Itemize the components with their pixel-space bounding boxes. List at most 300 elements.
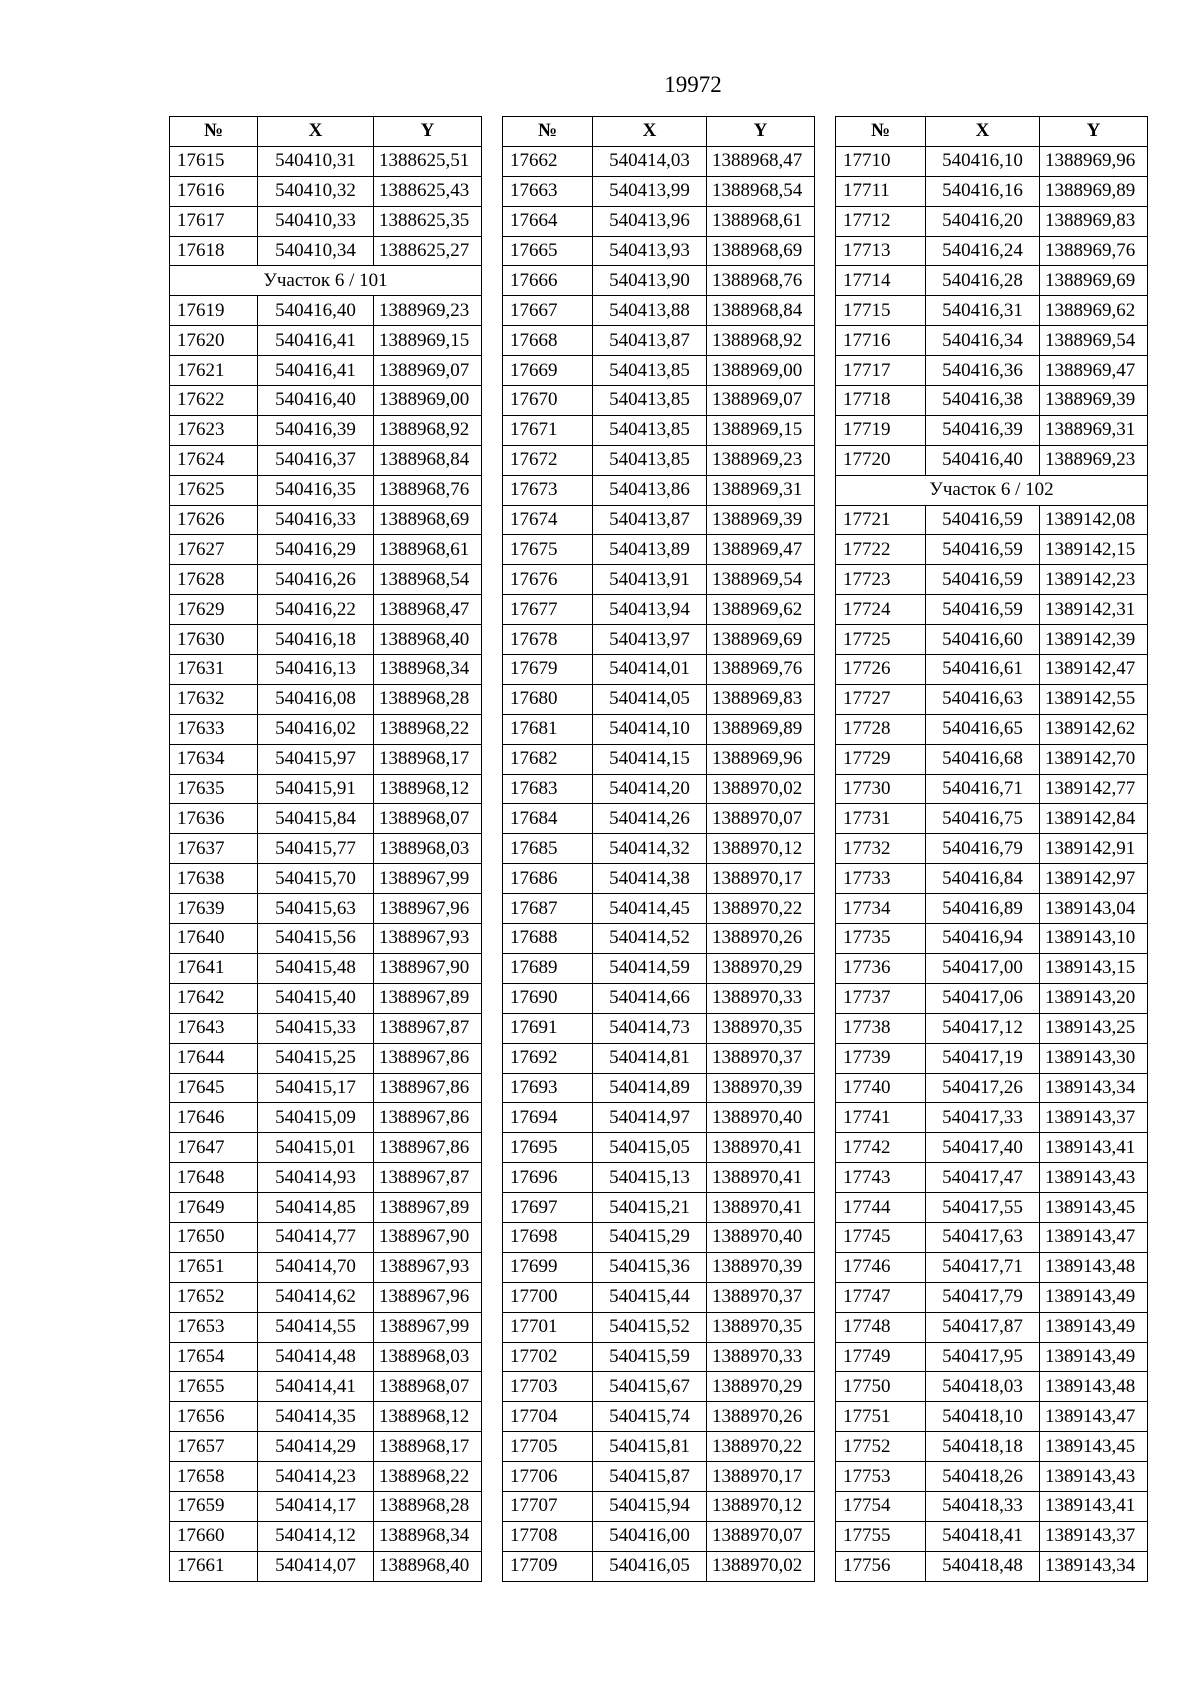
- table-row: [170, 415, 482, 445]
- table-row: [503, 326, 815, 356]
- y-coordinate: 1388970,39: [707, 1073, 815, 1103]
- point-number: 17679: [503, 655, 593, 685]
- y-coordinate: 1388969,07: [374, 356, 482, 386]
- table-row: [503, 445, 815, 475]
- point-number: 17648: [170, 1163, 258, 1193]
- x-coordinate: 540418,26: [926, 1462, 1040, 1492]
- point-number: 17707: [503, 1491, 593, 1521]
- x-coordinate: 540413,89: [593, 535, 707, 565]
- point-number: 17650: [170, 1222, 258, 1252]
- table-row: [503, 475, 815, 505]
- x-coordinate: 540415,67: [593, 1372, 707, 1402]
- y-coordinate: 1388625,43: [374, 176, 482, 206]
- table-row: [170, 1432, 482, 1462]
- x-coordinate: 540416,34: [926, 326, 1040, 356]
- point-number: 17741: [836, 1103, 926, 1133]
- x-coordinate: 540416,68: [926, 744, 1040, 774]
- x-coordinate: 540416,75: [926, 804, 1040, 834]
- y-coordinate: 1388968,61: [707, 206, 815, 236]
- point-number: 17753: [836, 1462, 926, 1492]
- x-coordinate: 540414,05: [593, 684, 707, 714]
- point-number: 17666: [503, 266, 593, 296]
- y-coordinate: 1389143,41: [1040, 1133, 1148, 1163]
- point-number: 17717: [836, 356, 926, 386]
- x-coordinate: 540416,37: [258, 445, 374, 475]
- point-number: 17733: [836, 864, 926, 894]
- table-row: [170, 1222, 482, 1252]
- y-coordinate: 1388968,34: [374, 1521, 482, 1551]
- y-coordinate: 1388970,35: [707, 1312, 815, 1342]
- x-coordinate: 540414,32: [593, 834, 707, 864]
- y-coordinate: 1388968,03: [374, 834, 482, 864]
- table-row: [170, 804, 482, 834]
- x-coordinate: 540414,81: [593, 1043, 707, 1073]
- x-coordinate: 540414,41: [258, 1372, 374, 1402]
- point-number: 17701: [503, 1312, 593, 1342]
- y-coordinate: 1388968,47: [707, 146, 815, 176]
- point-number: 17627: [170, 535, 258, 565]
- x-coordinate: 540415,44: [593, 1282, 707, 1312]
- point-number: 17626: [170, 505, 258, 535]
- point-number: 17690: [503, 983, 593, 1013]
- y-coordinate: 1388967,99: [374, 1312, 482, 1342]
- point-number: 17675: [503, 535, 593, 565]
- y-coordinate: 1388970,29: [707, 1372, 815, 1402]
- y-coordinate: 1389142,23: [1040, 565, 1148, 595]
- point-number: 17686: [503, 864, 593, 894]
- y-coordinate: 1389143,49: [1040, 1282, 1148, 1312]
- x-coordinate: 540416,63: [926, 684, 1040, 714]
- y-coordinate: 1389143,41: [1040, 1491, 1148, 1521]
- point-number: 17728: [836, 714, 926, 744]
- point-number: 17740: [836, 1073, 926, 1103]
- table-row: [170, 1252, 482, 1282]
- point-number: 17624: [170, 445, 258, 475]
- x-coordinate: 540415,97: [258, 744, 374, 774]
- x-coordinate: 540416,29: [258, 535, 374, 565]
- table-row: [836, 595, 1148, 625]
- table-row: [836, 1491, 1148, 1521]
- table-row: [503, 1521, 815, 1551]
- y-coordinate: 1389143,45: [1040, 1432, 1148, 1462]
- table-row: [170, 1193, 482, 1223]
- y-coordinate: 1388968,22: [374, 1462, 482, 1492]
- point-number: 17702: [503, 1342, 593, 1372]
- table-row: [836, 505, 1148, 535]
- point-number: 17629: [170, 595, 258, 625]
- table-row: [170, 1491, 482, 1521]
- x-coordinate: 540416,05: [593, 1551, 707, 1581]
- point-number: 17739: [836, 1043, 926, 1073]
- y-coordinate: 1388970,33: [707, 1342, 815, 1372]
- x-coordinate: 540414,93: [258, 1163, 374, 1193]
- table-row: [170, 146, 482, 176]
- point-number: 17698: [503, 1222, 593, 1252]
- point-number: 17670: [503, 386, 593, 416]
- x-coordinate: 540416,36: [926, 356, 1040, 386]
- table-row: [170, 356, 482, 386]
- point-number: 17644: [170, 1043, 258, 1073]
- x-coordinate: 540414,26: [593, 804, 707, 834]
- point-number: 17630: [170, 625, 258, 655]
- point-number: 17665: [503, 236, 593, 266]
- x-coordinate: 540414,66: [593, 983, 707, 1013]
- x-coordinate: 540417,40: [926, 1133, 1040, 1163]
- table-row: [836, 983, 1148, 1013]
- point-number: 17730: [836, 774, 926, 804]
- y-coordinate: 1389142,15: [1040, 535, 1148, 565]
- x-coordinate: 540416,79: [926, 834, 1040, 864]
- x-coordinate: 540417,06: [926, 983, 1040, 1013]
- y-coordinate: 1388969,83: [707, 684, 815, 714]
- y-coordinate: 1388970,02: [707, 774, 815, 804]
- x-coordinate: 540413,99: [593, 176, 707, 206]
- point-number: 17661: [170, 1551, 258, 1581]
- y-coordinate: 1388968,54: [374, 565, 482, 595]
- y-coordinate: 1388968,17: [374, 1432, 482, 1462]
- table-row: [170, 475, 482, 505]
- x-coordinate: 540417,47: [926, 1163, 1040, 1193]
- x-coordinate: 540415,25: [258, 1043, 374, 1073]
- x-coordinate: 540414,03: [593, 146, 707, 176]
- table-row: [170, 1462, 482, 1492]
- table-row: [170, 924, 482, 954]
- table-row: [503, 953, 815, 983]
- x-coordinate: 540418,03: [926, 1372, 1040, 1402]
- table-row: [836, 1013, 1148, 1043]
- x-coordinate: 540416,65: [926, 714, 1040, 744]
- x-coordinate: 540414,48: [258, 1342, 374, 1372]
- x-coordinate: 540417,63: [926, 1222, 1040, 1252]
- x-coordinate: 540415,21: [593, 1193, 707, 1223]
- point-number: 17736: [836, 953, 926, 983]
- table-row: [170, 1013, 482, 1043]
- table-row: [836, 1372, 1148, 1402]
- y-coordinate: 1389143,34: [1040, 1073, 1148, 1103]
- table-row: [170, 206, 482, 236]
- y-coordinate: 1388968,69: [374, 505, 482, 535]
- y-coordinate: 1389143,10: [1040, 924, 1148, 954]
- x-coordinate: 540416,59: [926, 595, 1040, 625]
- x-coordinate: 540415,48: [258, 953, 374, 983]
- x-coordinate: 540414,17: [258, 1491, 374, 1521]
- point-number: 17660: [170, 1521, 258, 1551]
- y-coordinate: 1388969,39: [1040, 386, 1148, 416]
- point-number: 17682: [503, 744, 593, 774]
- table-row: [503, 864, 815, 894]
- table-row: [836, 1342, 1148, 1372]
- x-coordinate: 540414,45: [593, 894, 707, 924]
- point-number: 17620: [170, 326, 258, 356]
- section-title: Участок 6 / 102: [836, 475, 1148, 505]
- point-number: 17712: [836, 206, 926, 236]
- y-coordinate: 1389143,47: [1040, 1222, 1148, 1252]
- point-number: 17752: [836, 1432, 926, 1462]
- point-number: 17704: [503, 1402, 593, 1432]
- table-row: [503, 655, 815, 685]
- point-number: 17729: [836, 744, 926, 774]
- x-coordinate: 540415,17: [258, 1073, 374, 1103]
- y-coordinate: 1388967,93: [374, 1252, 482, 1282]
- y-coordinate: 1388967,89: [374, 1193, 482, 1223]
- point-number: 17668: [503, 326, 593, 356]
- point-number: 17754: [836, 1491, 926, 1521]
- y-coordinate: 1388970,26: [707, 1402, 815, 1432]
- point-number: 17632: [170, 684, 258, 714]
- point-number: 17688: [503, 924, 593, 954]
- x-coordinate: 540416,59: [926, 535, 1040, 565]
- point-number: 17674: [503, 505, 593, 535]
- point-number: 17715: [836, 296, 926, 326]
- point-number: 17631: [170, 655, 258, 685]
- x-coordinate: 540414,10: [593, 714, 707, 744]
- table-row: [836, 894, 1148, 924]
- y-coordinate: 1389143,30: [1040, 1043, 1148, 1073]
- x-coordinate: 540415,05: [593, 1133, 707, 1163]
- x-coordinate: 540417,55: [926, 1193, 1040, 1223]
- point-number: 17691: [503, 1013, 593, 1043]
- x-coordinate: 540416,26: [258, 565, 374, 595]
- point-number: 17699: [503, 1252, 593, 1282]
- point-number: 17635: [170, 774, 258, 804]
- x-coordinate: 540416,18: [258, 625, 374, 655]
- y-coordinate: 1388969,00: [374, 386, 482, 416]
- x-coordinate: 540416,24: [926, 236, 1040, 266]
- x-coordinate: 540416,16: [926, 176, 1040, 206]
- x-coordinate: 540416,08: [258, 684, 374, 714]
- table-row: [503, 505, 815, 535]
- header-x: X: [593, 117, 707, 147]
- y-coordinate: 1389143,47: [1040, 1402, 1148, 1432]
- table-row: [836, 1312, 1148, 1342]
- x-coordinate: 540417,71: [926, 1252, 1040, 1282]
- x-coordinate: 540418,18: [926, 1432, 1040, 1462]
- y-coordinate: 1388969,31: [1040, 415, 1148, 445]
- y-coordinate: 1388969,62: [707, 595, 815, 625]
- y-coordinate: 1389142,77: [1040, 774, 1148, 804]
- y-coordinate: 1388968,54: [707, 176, 815, 206]
- y-coordinate: 1389143,37: [1040, 1103, 1148, 1133]
- y-coordinate: 1388969,23: [1040, 445, 1148, 475]
- x-coordinate: 540415,84: [258, 804, 374, 834]
- point-number: 17726: [836, 655, 926, 685]
- point-number: 17642: [170, 983, 258, 1013]
- x-coordinate: 540416,13: [258, 655, 374, 685]
- point-number: 17655: [170, 1372, 258, 1402]
- y-coordinate: 1389142,97: [1040, 864, 1148, 894]
- x-coordinate: 540414,15: [593, 744, 707, 774]
- point-number: 17709: [503, 1551, 593, 1581]
- y-coordinate: 1388968,07: [374, 804, 482, 834]
- table-row: [170, 595, 482, 625]
- point-number: 17756: [836, 1551, 926, 1581]
- point-number: 17755: [836, 1521, 926, 1551]
- table-row: [170, 1043, 482, 1073]
- x-coordinate: 540413,88: [593, 296, 707, 326]
- point-number: 17681: [503, 714, 593, 744]
- x-coordinate: 540413,85: [593, 415, 707, 445]
- table-row: [836, 1103, 1148, 1133]
- table-row: [836, 1252, 1148, 1282]
- point-number: 17705: [503, 1432, 593, 1462]
- x-coordinate: 540414,70: [258, 1252, 374, 1282]
- x-coordinate: 540416,33: [258, 505, 374, 535]
- table-row: [836, 445, 1148, 475]
- table-row: [836, 1222, 1148, 1252]
- x-coordinate: 540417,33: [926, 1103, 1040, 1133]
- table-row: [170, 1551, 482, 1581]
- x-coordinate: 540414,73: [593, 1013, 707, 1043]
- y-coordinate: 1388968,47: [374, 595, 482, 625]
- y-coordinate: 1389143,20: [1040, 983, 1148, 1013]
- x-coordinate: 540415,63: [258, 894, 374, 924]
- y-coordinate: 1388967,89: [374, 983, 482, 1013]
- x-coordinate: 540415,94: [593, 1491, 707, 1521]
- y-coordinate: 1388969,69: [1040, 266, 1148, 296]
- point-number: 17618: [170, 236, 258, 266]
- y-coordinate: 1388970,17: [707, 1462, 815, 1492]
- table-row: [170, 1402, 482, 1432]
- table-row: [170, 176, 482, 206]
- table-row: [503, 804, 815, 834]
- table-row: [170, 744, 482, 774]
- y-coordinate: 1389143,04: [1040, 894, 1148, 924]
- x-coordinate: 540415,56: [258, 924, 374, 954]
- table-row: [836, 266, 1148, 296]
- header-y: Y: [1040, 117, 1148, 147]
- table-row: [170, 714, 482, 744]
- table-row: [503, 1551, 815, 1581]
- table-row: [170, 1073, 482, 1103]
- y-coordinate: 1388970,41: [707, 1193, 815, 1223]
- table-header-row: [836, 117, 1148, 147]
- x-coordinate: 540416,00: [593, 1521, 707, 1551]
- x-coordinate: 540414,85: [258, 1193, 374, 1223]
- y-coordinate: 1389143,49: [1040, 1342, 1148, 1372]
- y-coordinate: 1388969,39: [707, 505, 815, 535]
- point-number: 17744: [836, 1193, 926, 1223]
- x-coordinate: 540416,38: [926, 386, 1040, 416]
- table-row: [503, 1163, 815, 1193]
- x-coordinate: 540414,23: [258, 1462, 374, 1492]
- table-row: [836, 953, 1148, 983]
- coordinates-table-3: [835, 116, 1148, 1582]
- point-number: 17663: [503, 176, 593, 206]
- x-coordinate: 540415,13: [593, 1163, 707, 1193]
- y-coordinate: 1388970,41: [707, 1133, 815, 1163]
- y-coordinate: 1388968,69: [707, 236, 815, 266]
- table-row: [503, 236, 815, 266]
- point-number: 17708: [503, 1521, 593, 1551]
- table-row: [836, 924, 1148, 954]
- y-coordinate: 1388968,76: [374, 475, 482, 505]
- point-number: 17742: [836, 1133, 926, 1163]
- y-coordinate: 1388968,34: [374, 655, 482, 685]
- point-number: 17619: [170, 296, 258, 326]
- point-number: 17671: [503, 415, 593, 445]
- x-coordinate: 540416,60: [926, 625, 1040, 655]
- x-coordinate: 540415,40: [258, 983, 374, 1013]
- y-coordinate: 1388970,17: [707, 864, 815, 894]
- point-number: 17697: [503, 1193, 593, 1223]
- table-body: [836, 146, 1148, 1581]
- table-row: [836, 1043, 1148, 1073]
- y-coordinate: 1388967,86: [374, 1103, 482, 1133]
- x-coordinate: 540414,38: [593, 864, 707, 894]
- table-row: [503, 1013, 815, 1043]
- x-coordinate: 540413,86: [593, 475, 707, 505]
- point-number: 17676: [503, 565, 593, 595]
- y-coordinate: 1388968,03: [374, 1342, 482, 1372]
- y-coordinate: 1388968,07: [374, 1372, 482, 1402]
- x-coordinate: 540416,40: [258, 386, 374, 416]
- point-number: 17719: [836, 415, 926, 445]
- x-coordinate: 540416,35: [258, 475, 374, 505]
- point-number: 17659: [170, 1491, 258, 1521]
- x-coordinate: 540417,79: [926, 1282, 1040, 1312]
- point-number: 17637: [170, 834, 258, 864]
- table-row: [503, 1432, 815, 1462]
- x-coordinate: 540415,01: [258, 1133, 374, 1163]
- y-coordinate: 1388967,93: [374, 924, 482, 954]
- table-row: [503, 1133, 815, 1163]
- table-row: [503, 296, 815, 326]
- table-row: [836, 1462, 1148, 1492]
- y-coordinate: 1388967,90: [374, 953, 482, 983]
- point-number: 17652: [170, 1282, 258, 1312]
- table-row: [503, 1312, 815, 1342]
- table-row: [170, 505, 482, 535]
- y-coordinate: 1388969,23: [707, 445, 815, 475]
- table-row: [836, 1282, 1148, 1312]
- y-coordinate: 1388968,92: [707, 326, 815, 356]
- x-coordinate: 540416,71: [926, 774, 1040, 804]
- point-number: 17653: [170, 1312, 258, 1342]
- x-coordinate: 540416,84: [926, 864, 1040, 894]
- y-coordinate: 1388970,39: [707, 1252, 815, 1282]
- point-number: 17745: [836, 1222, 926, 1252]
- y-coordinate: 1389142,31: [1040, 595, 1148, 625]
- point-number: 17751: [836, 1402, 926, 1432]
- y-coordinate: 1388970,35: [707, 1013, 815, 1043]
- table-row: [836, 655, 1148, 685]
- point-number: 17646: [170, 1103, 258, 1133]
- point-number: 17722: [836, 535, 926, 565]
- y-coordinate: 1388969,89: [1040, 176, 1148, 206]
- x-coordinate: 540416,22: [258, 595, 374, 625]
- table-row: [170, 1133, 482, 1163]
- y-coordinate: 1389143,49: [1040, 1312, 1148, 1342]
- table-body: [170, 146, 482, 1581]
- x-coordinate: 540413,87: [593, 505, 707, 535]
- y-coordinate: 1389143,15: [1040, 953, 1148, 983]
- table-row: [170, 834, 482, 864]
- y-coordinate: 1388970,40: [707, 1222, 815, 1252]
- y-coordinate: 1389143,25: [1040, 1013, 1148, 1043]
- x-coordinate: 540413,87: [593, 326, 707, 356]
- table-row: [503, 1282, 815, 1312]
- point-number: 17649: [170, 1193, 258, 1223]
- header-number: №: [503, 117, 593, 147]
- x-coordinate: 540415,36: [593, 1252, 707, 1282]
- x-coordinate: 540417,26: [926, 1073, 1040, 1103]
- table-row: [836, 296, 1148, 326]
- y-coordinate: 1388967,87: [374, 1163, 482, 1193]
- y-coordinate: 1388968,12: [374, 774, 482, 804]
- y-coordinate: 1388968,40: [374, 1551, 482, 1581]
- table-row: [836, 146, 1148, 176]
- table-row: [836, 1402, 1148, 1432]
